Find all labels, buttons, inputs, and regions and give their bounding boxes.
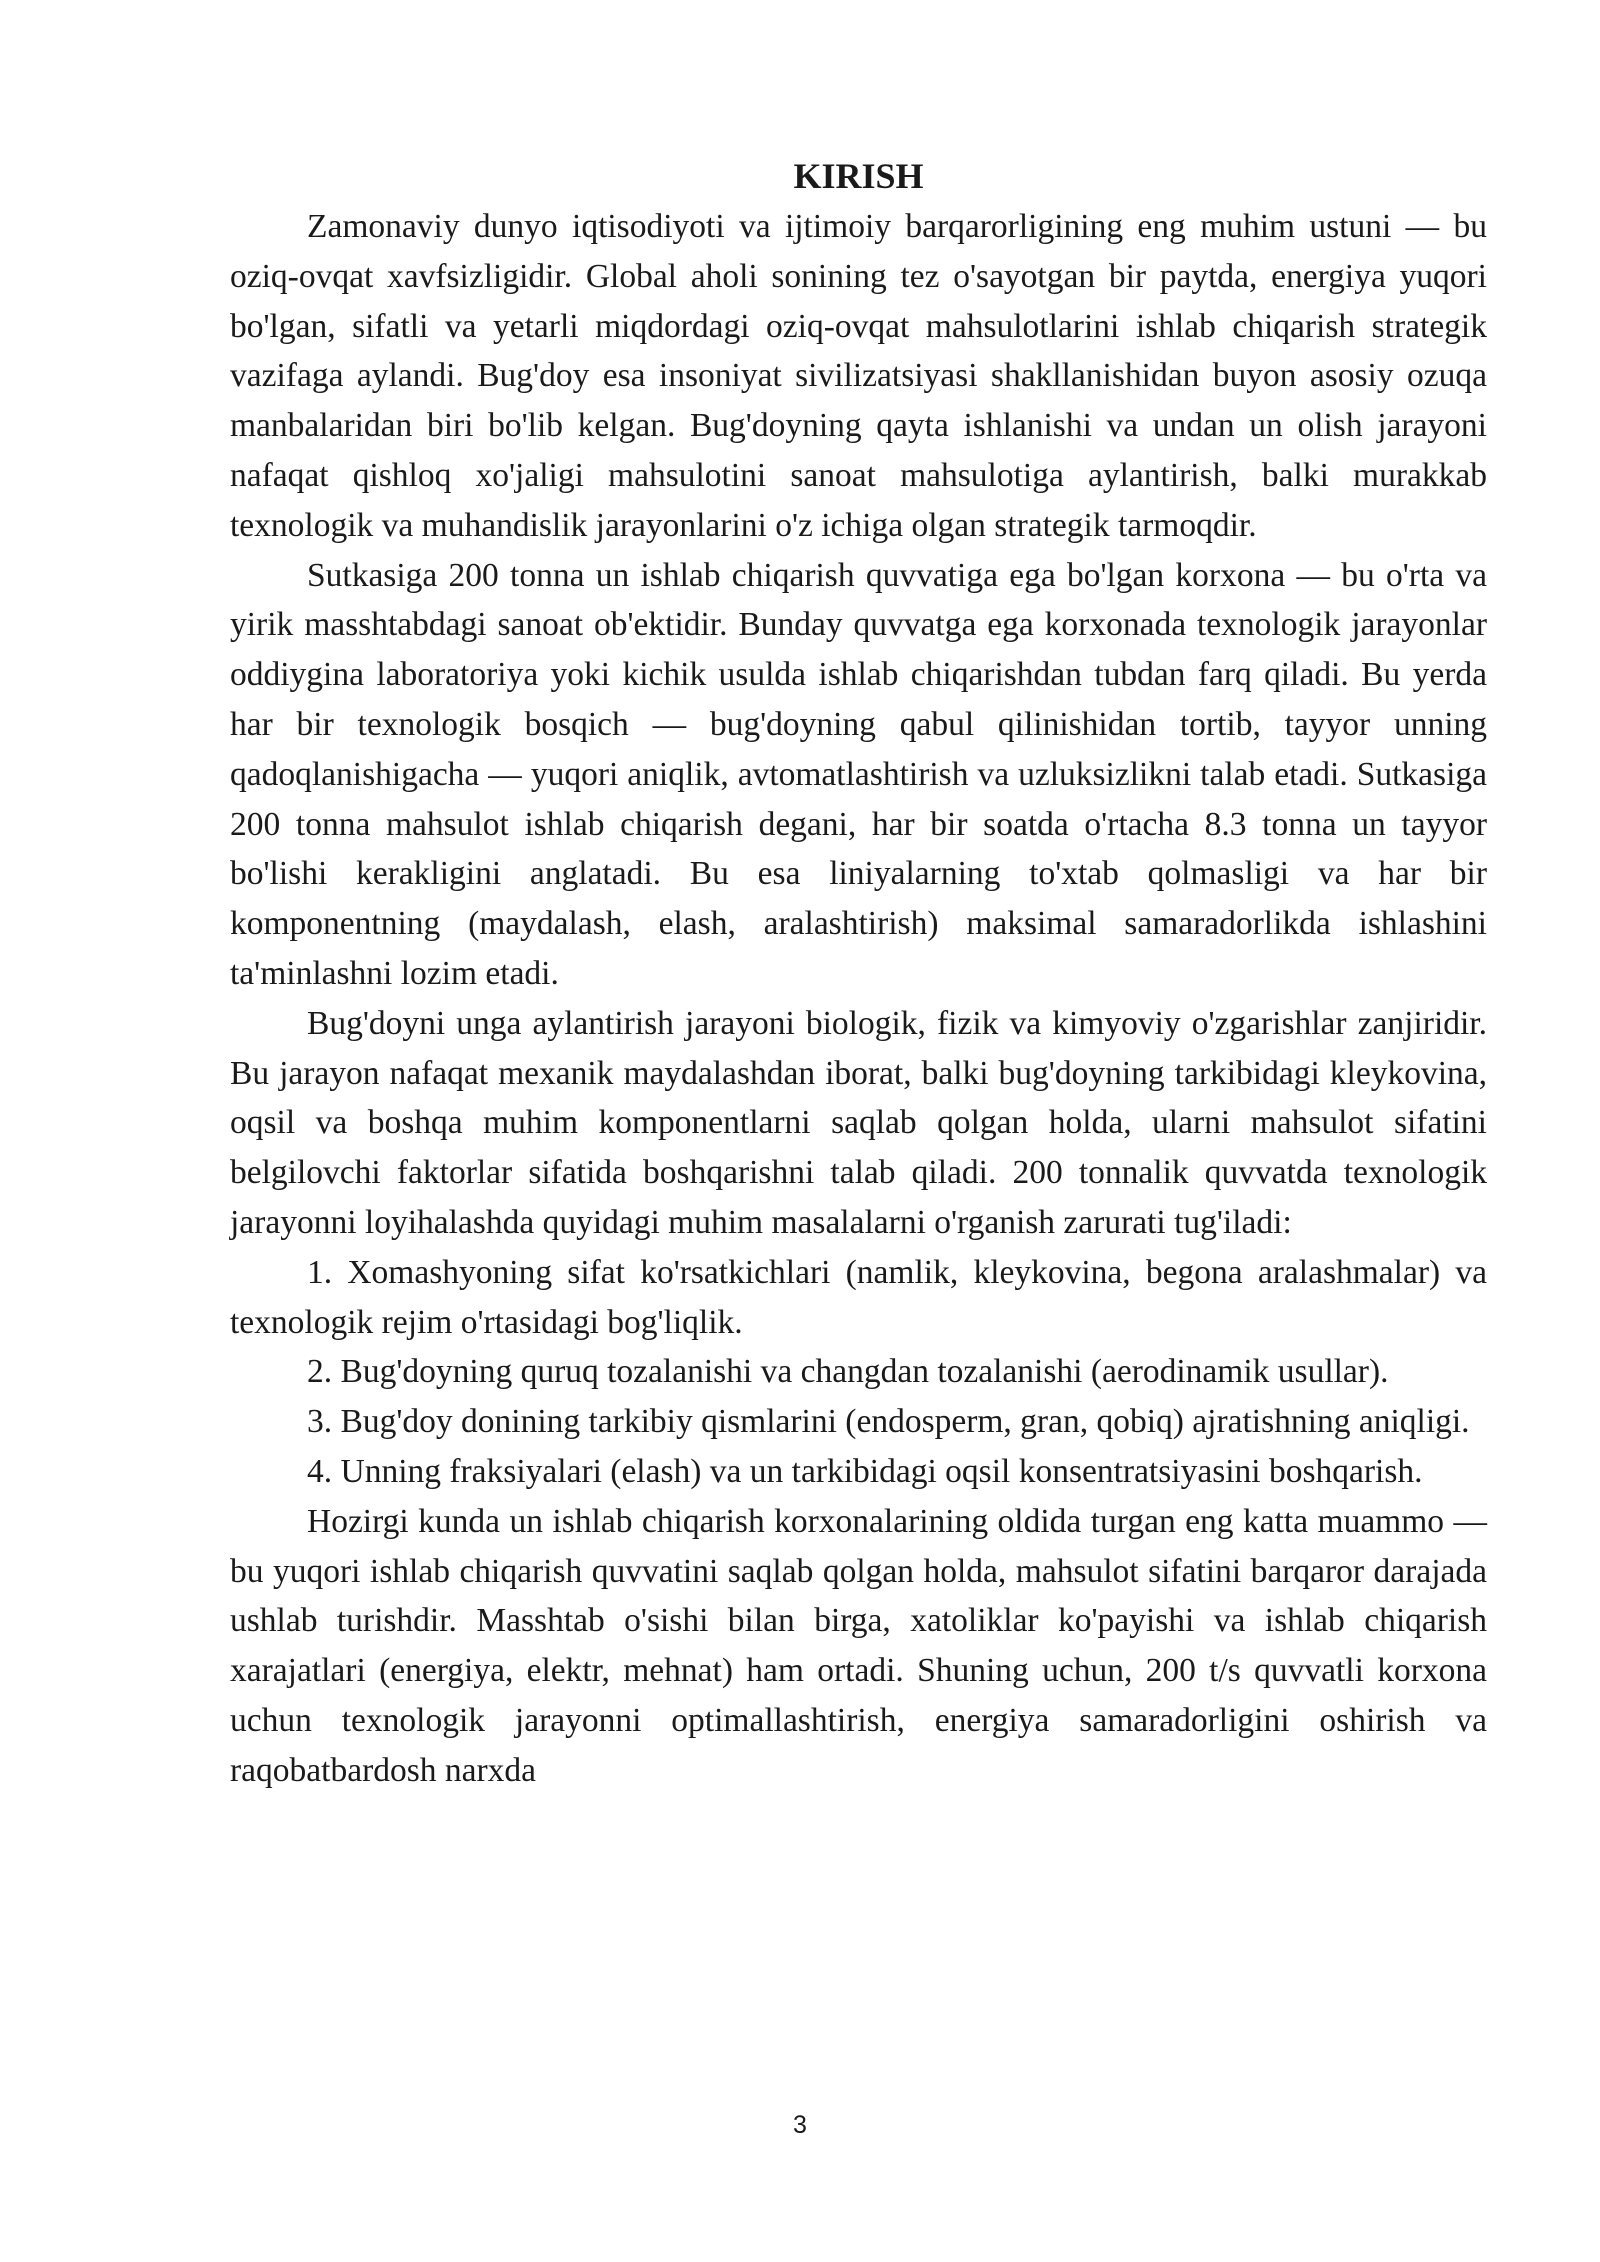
list-item-2: 2. Bug'doyning quruq tozalanishi va changdan tozalanishi (aerodinamik usullar). [307,1353,1389,1391]
list-item-4: 4. Unning fraksiyalari (elash) va un tarkibidagi oqsil konsentratsiyasini boshqarish. [307,1452,1423,1490]
paragraph-problem: Hozirgi kunda un ishlab chiqarish korxonalarining oldida turgan eng katta muammo — bu yuqori ishlab chiqarish quvvatini saqlab qolgan holda, mahsulot sifatini barqaror darajada ushlab turishdir. Masshtab o'sishi bilan birga, xatoliklar ko'payishi va ishlab chiqarish xarajatlari (energiya, elektr, mehnat) ham ortadi. Shuning uchun, 200 t/s quvvatli korxona uchun texnologik jarayonni optimallashtirish, energiya samaradorligini oshirish va raqobatbardosh narxda [230,1502,1487,1789]
list-item-1: 1. Xomashyoning sifat ko'rsatkichlari (namlik, kleykovina, begona aralashmalar) va texnologik rejim o'rtasidagi bog'liqlik. [230,1253,1487,1341]
paragraph-capacity: Sutkasiga 200 tonna un ishlab chiqarish quvvatiga ega bo'lgan korxona — bu o'rta va yirik masshtabdagi sanoat ob'ektidir. Bunday quvvatga ega korxonada texnologik jarayonlar oddiygina laboratoriya yoki kichik usulda ishlab chiqarishdan tubdan farq qiladi. Bu yerda har bir texnologik bosqich — bug'doyning qabul qilinishidan tortib, tayyor unning qadoqlanishigacha — yuqori aniqlik, avtomatlashtirish va uzluksizlikni talab etadi. Sutkasiga 200 tonna mahsulot ishlab chiqarish degani, har bir soatda o'rtacha 8.3 tonna un tayyor bo'lishi kerakligini anglatadi. Bu esa liniyalarning to'xtab qolmasligi va har bir komponentning (maydalash, elash, aralashtirish) maksimal samaradorlikda ishlashini ta'minlashni lozim etadi. [230,556,1487,992]
document-page [230,150,1487,1796]
paragraph-process: Bug'doyni unga aylantirish jarayoni biologik, fizik va kimyoviy o'zgarishlar zanjiridir. Bu jarayon nafaqat mexanik maydalashdan iborat, balki bug'doyning tarkibidagi kleykovina, oqsil va boshqa muhim komponentlarni saqlab qolgan holda, ularni mahsulot sifatini belgilovchi faktorlar sifatida boshqarishni talab qiladi. 200 tonnalik quvvatda texnologik jarayonni loyihalashda quyidagi muhim masalalarni o'rganish zarurati tug'iladi: [230,1004,1487,1241]
page-number: 3 [793,2111,807,2139]
paragraph-intro: Zamonaviy dunyo iqtisodiyoti va ijtimoiy barqarorligining eng muhim ustuni — bu oziq-ovqat xavfsizligidir. Global aholi sonining tez o'sayotgan bir paytda, energiya yuqori bo'lgan, sifatli va yetarli miqdordagi oziq-ovqat mahsulotlarini ishlab chiqarish strategik vazifaga aylandi. Bug'doy esa insoniyat sivilizatsiyasi shakllanishidan buyon asosiy ozuqa manbalaridan biri bo'lib kelgan. Bug'doyning qayta ishlanishi va undan un olish jarayoni nafaqat qishloq xo'jaligi mahsulotini sanoat mahsulotiga aylantirish, balki murakkab texnologik va muhandislik jarayonlarini o'z ichiga olgan strategik tarmoqdir. [230,208,1487,544]
section-title: KIRISH [793,156,924,196]
list-item-3: 3. Bug'doy donining tarkibiy qismlarini (endosperm, gran, qobiq) ajratishning aniqligi. [307,1403,1470,1441]
